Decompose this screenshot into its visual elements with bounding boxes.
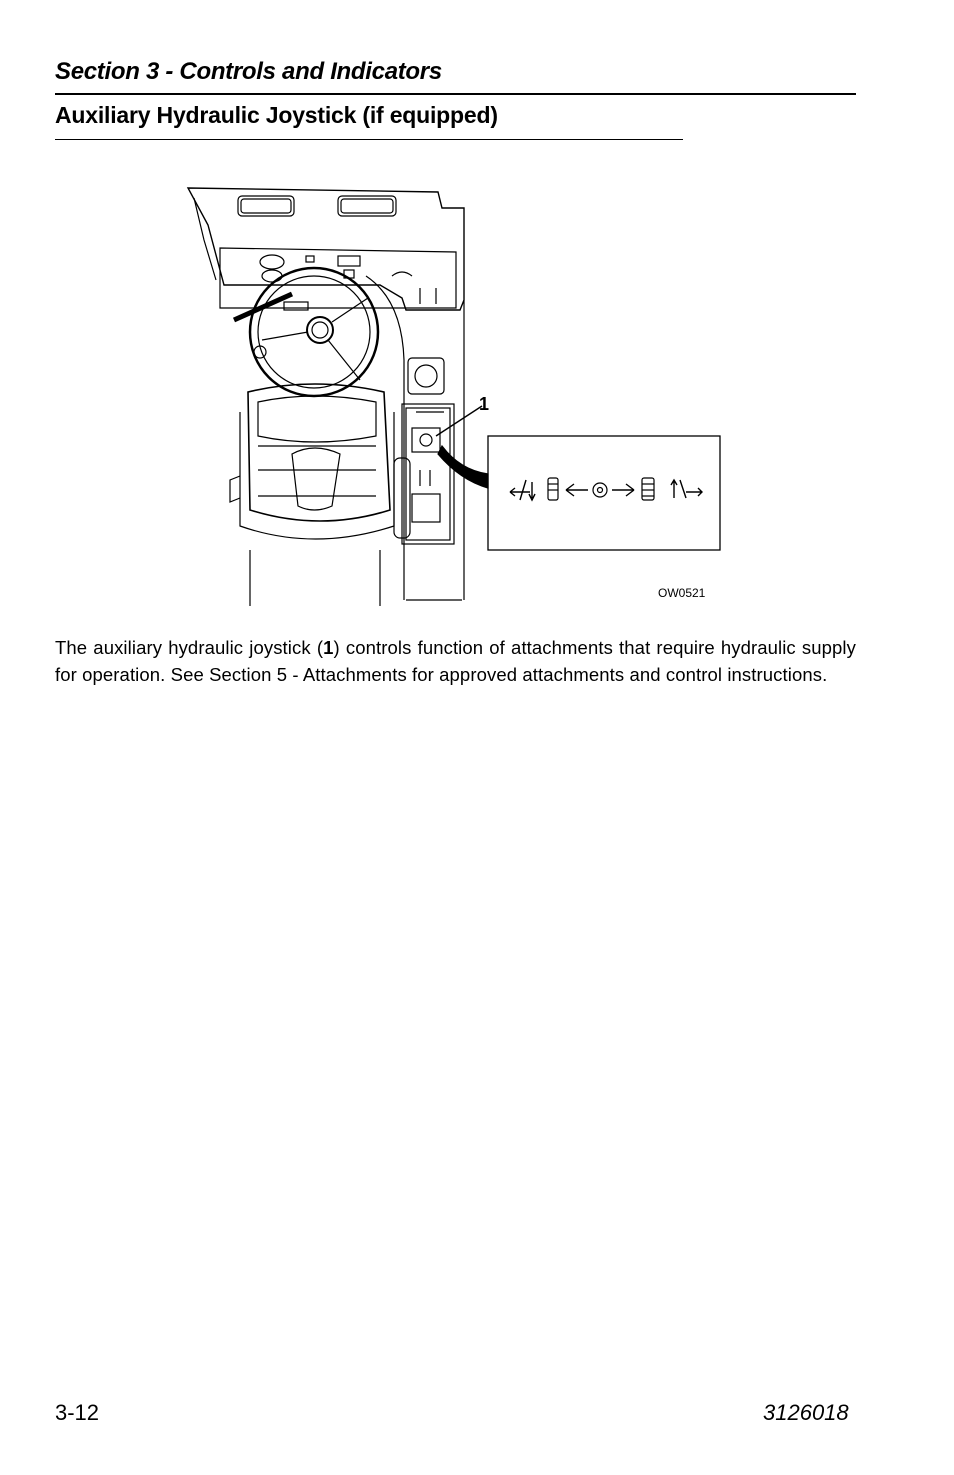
body-text-part: The auxiliary hydraulic joystick ( (55, 637, 324, 658)
section-title: Section 3 - Controls and Indicators (55, 58, 442, 85)
section-header (55, 58, 856, 95)
callout-number: 1 (479, 394, 490, 414)
body-callout-ref: 1 (323, 637, 334, 658)
cab-drawing (180, 180, 740, 610)
page-number: 3-12 (55, 1400, 100, 1425)
subsection-header (55, 102, 683, 140)
document-number: 3126018 (763, 1400, 849, 1425)
figure-code: OW0521 (658, 586, 706, 600)
body-text-part: ) controls function of attachments that require hydraulic supply for operation. See Section 5 - Attachments for approved attachments and control instructions. (55, 637, 856, 685)
subsection-title: Auxiliary Hydraulic Joystick (if equipped) (55, 102, 498, 128)
cab-illustration (180, 180, 740, 610)
body-paragraph (55, 634, 856, 688)
